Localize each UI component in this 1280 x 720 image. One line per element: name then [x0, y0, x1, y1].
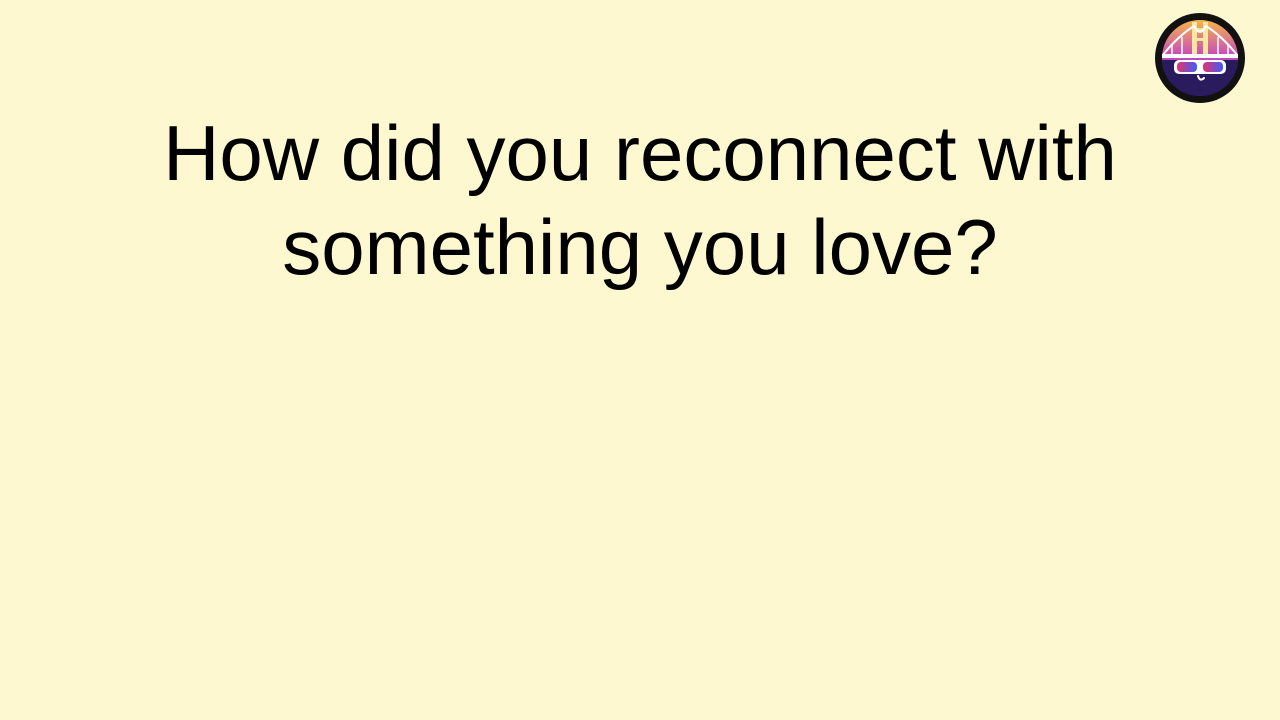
slide-title: How did you reconnect with something you love?	[163, 109, 1117, 291]
bridge-sunglasses-logo-icon	[1154, 12, 1246, 104]
